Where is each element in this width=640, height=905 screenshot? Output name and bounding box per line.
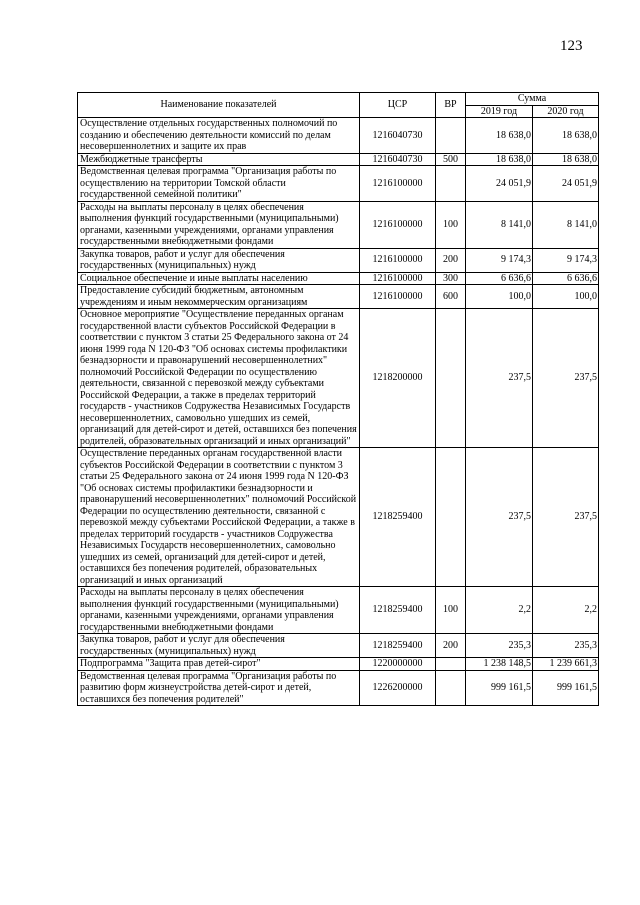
cell-2020: 6 636,6: [533, 272, 599, 285]
budget-table: [77, 92, 599, 706]
cell-name: Межбюджетные трансферты: [78, 153, 360, 166]
cell-2020: 235,3: [533, 634, 599, 658]
cell-2020: 1 239 661,3: [533, 658, 599, 671]
cell-name: Ведомственная целевая программа "Организация работы по развитию форм жизнеустройства детей-сирот и детей, оставшихся без попечения родителей": [78, 670, 360, 706]
cell-2019: 100,0: [466, 285, 533, 309]
table-row: [78, 201, 599, 248]
table-row: [78, 634, 599, 658]
table-row: [78, 272, 599, 285]
page-number: 123: [560, 38, 583, 54]
table-row: [78, 285, 599, 309]
table-row: [78, 153, 599, 166]
cell-vr: [436, 448, 466, 587]
cell-2019: 9 174,3: [466, 248, 533, 272]
header-sum: Сумма: [466, 93, 599, 106]
cell-2020: 18 638,0: [533, 153, 599, 166]
cell-name: Подпрограмма "Защита прав детей-сирот": [78, 658, 360, 671]
cell-2019: 6 636,6: [466, 272, 533, 285]
cell-2019: 24 051,9: [466, 166, 533, 202]
cell-vr: 300: [436, 272, 466, 285]
cell-code: 1216040730: [360, 118, 436, 154]
cell-vr: 200: [436, 634, 466, 658]
cell-name: Расходы на выплаты персоналу в целях обеспечения выполнения функций государственными (муниципальными) органами, казенными учреждениями, органами управления государственными внебюджетными фондами: [78, 201, 360, 248]
table-row: [78, 248, 599, 272]
cell-2019: 237,5: [466, 448, 533, 587]
cell-code: 1218259400: [360, 587, 436, 634]
cell-2019: 237,5: [466, 309, 533, 448]
header-code: ЦСР: [360, 93, 436, 118]
cell-name: Закупка товаров, работ и услуг для обеспечения государственных (муниципальных) нужд: [78, 248, 360, 272]
cell-code: 1216100000: [360, 166, 436, 202]
cell-2020: 237,5: [533, 309, 599, 448]
cell-2019: 999 161,5: [466, 670, 533, 706]
cell-vr: 100: [436, 587, 466, 634]
cell-name: Основное мероприятие "Осуществление переданных органам государственной власти субъектов Российской Федерации в соответствии с пунктом 3 статьи 25 Федерального закона от 24 июня 1999 года N 120-ФЗ "Об основах системы профилактики безнадзорности и правонарушений несовершеннолетних" полномочий Российской Федерации по осуществлению деятельности, связанной с перевозкой между субъектами Российской Федерации, а также в пределах территорий государств - участников Содружества Независимых Государств несовершеннолетних, самовольно ушедших из семей, организаций для детей-сирот и детей, оставшихся без попечения родителей, образовательных организаций и иных организаций": [78, 309, 360, 448]
cell-code: 1216100000: [360, 201, 436, 248]
table-row: [78, 309, 599, 448]
cell-code: 1218259400: [360, 634, 436, 658]
cell-2020: 24 051,9: [533, 166, 599, 202]
cell-2019: 2,2: [466, 587, 533, 634]
cell-vr: 500: [436, 153, 466, 166]
table-row: [78, 118, 599, 154]
table-row: [78, 587, 599, 634]
header-name: Наименование показателей: [78, 93, 360, 118]
cell-2020: 2,2: [533, 587, 599, 634]
cell-2020: 100,0: [533, 285, 599, 309]
header-year-2020: 2020 год: [533, 105, 599, 118]
cell-vr: 600: [436, 285, 466, 309]
cell-2019: 235,3: [466, 634, 533, 658]
cell-name: Предоставление субсидий бюджетным, автономным учреждениям и иным некоммерческим организациям: [78, 285, 360, 309]
cell-code: 1218259400: [360, 448, 436, 587]
cell-2020: 237,5: [533, 448, 599, 587]
cell-vr: [436, 309, 466, 448]
cell-2019: 8 141,0: [466, 201, 533, 248]
cell-name: Социальное обеспечение и иные выплаты населению: [78, 272, 360, 285]
cell-2019: 18 638,0: [466, 153, 533, 166]
cell-name: Ведомственная целевая программа "Организация работы по осуществлению на территории Томской области государственной семейной политики": [78, 166, 360, 202]
cell-2020: 9 174,3: [533, 248, 599, 272]
cell-code: 1216100000: [360, 272, 436, 285]
cell-code: 1216100000: [360, 285, 436, 309]
table-row: [78, 658, 599, 671]
cell-2020: 18 638,0: [533, 118, 599, 154]
cell-vr: [436, 118, 466, 154]
cell-2019: 1 238 148,5: [466, 658, 533, 671]
cell-code: 1226200000: [360, 670, 436, 706]
table-row: [78, 448, 599, 587]
cell-vr: [436, 670, 466, 706]
table-row: [78, 166, 599, 202]
header-vr: ВР: [436, 93, 466, 118]
cell-name: Закупка товаров, работ и услуг для обеспечения государственных (муниципальных) нужд: [78, 634, 360, 658]
cell-2019: 18 638,0: [466, 118, 533, 154]
header-year-2019: 2019 год: [466, 105, 533, 118]
cell-code: 1218200000: [360, 309, 436, 448]
table-body: [78, 118, 599, 706]
cell-name: Осуществление отдельных государственных полномочий по созданию и обеспечению деятельности комиссий по делам несовершеннолетних и защите их прав: [78, 118, 360, 154]
table-row: [78, 670, 599, 706]
cell-code: 1220000000: [360, 658, 436, 671]
cell-vr: 100: [436, 201, 466, 248]
cell-vr: [436, 166, 466, 202]
cell-name: Расходы на выплаты персоналу в целях обеспечения выполнения функций государственными (муниципальными) органами, казенными учреждениями, органами управления государственными внебюджетными фондами: [78, 587, 360, 634]
cell-2020: 999 161,5: [533, 670, 599, 706]
cell-2020: 8 141,0: [533, 201, 599, 248]
cell-name: Осуществление переданных органам государственной власти субъектов Российской Федерации в соответствии с пунктом 3 статьи 25 Федерального закона от 24 июня 1999 года N 120-ФЗ "Об основах системы профилактики безнадзорности и правонарушений несовершеннолетних" полномочий Российской Федерации по осуществлению деятельности, связанной с перевозкой между субъектами Российской Федерации, а также в пределах территорий государств - участников Содружества Независимых Государств несовершеннолетних, самовольно ушедших из семей, организаций для детей-сирот и детей, оставшихся без попечения родителей, образовательных организаций и иных организаций: [78, 448, 360, 587]
cell-vr: 200: [436, 248, 466, 272]
cell-code: 1216040730: [360, 153, 436, 166]
cell-code: 1216100000: [360, 248, 436, 272]
cell-vr: [436, 658, 466, 671]
